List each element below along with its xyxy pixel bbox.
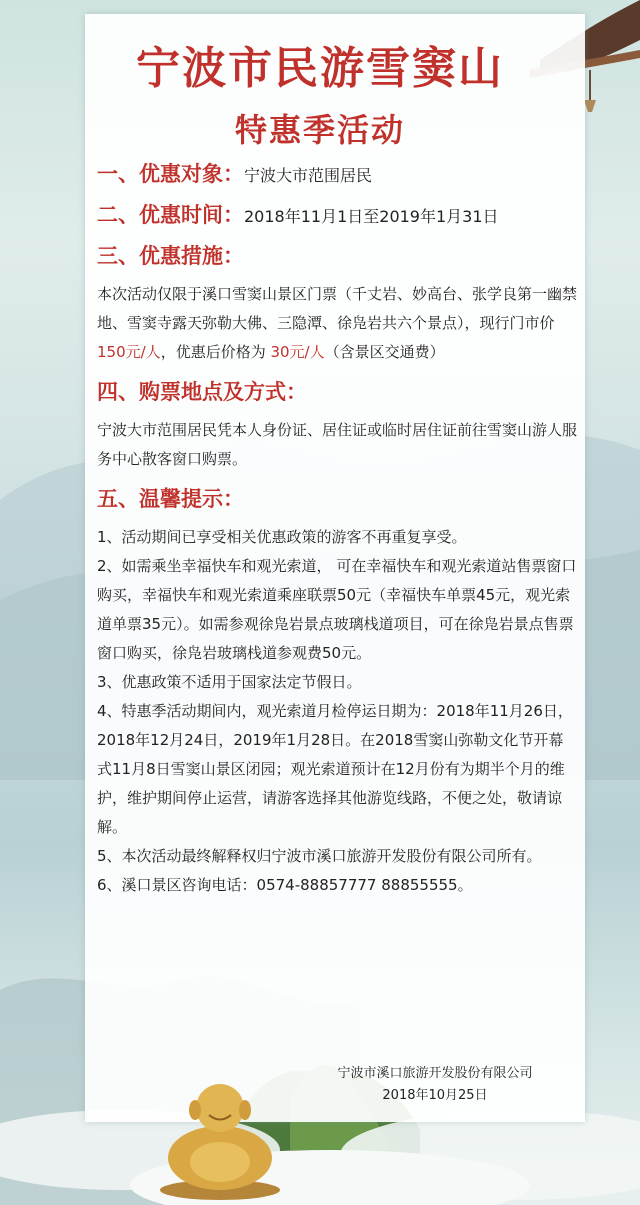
- footer-company: 宁波市溪口旅游开发股份有限公司: [337, 1066, 533, 1081]
- page-subtitle: 特惠季活动: [234, 111, 405, 149]
- tip-item: 6、溪口景区咨询电话：0574-88857777 88855555。: [97, 876, 473, 894]
- section-time-value: 2018年11月1日至2019年1月31日: [244, 207, 499, 226]
- section-measures-text: [97, 280, 577, 367]
- section-purchase-heading: 四、购票地点及方式：: [97, 380, 307, 404]
- tip-item: 1、活动期间已享受相关优惠政策的游客不再重复享受。: [97, 528, 467, 546]
- price-old: 150元/人: [97, 343, 161, 361]
- measures-text-b: ，优惠后价格为: [160, 343, 271, 361]
- section-measures-heading: 三、优惠措施：: [97, 244, 244, 268]
- tip-item: 5、本次活动最终解释权归宁波市溪口旅游开发股份有限公司所有。: [97, 847, 542, 865]
- section-target-value: 宁波大市范围居民: [244, 166, 373, 185]
- content-body: [97, 160, 577, 900]
- section-time: [97, 201, 577, 231]
- price-new: 30元/人: [270, 343, 325, 361]
- measures-text-c: （含景区交通费）: [324, 343, 445, 361]
- measures-text-a: 本次活动仅限于溪口雪窦山景区门票（千丈岩、妙高台、张学良第一幽禁地、雪窦寺露天弥勒大佛、三隐潭、徐凫岩共六个景点），现行门市价: [97, 285, 578, 332]
- tip-item: 2、如需乘坐幸福快车和观光索道， 可在幸福快车和观光索道站售票窗口购买，幸福快车和观光索道乘座联票50元（幸福快车单票45元，观光索道单票35元）。如需参观徐凫岩景点玻璃栈道项目，可在徐凫岩景点售票窗口购买，徐凫岩玻璃栈道参观费50元。: [97, 557, 577, 662]
- tip-item: 4、特惠季活动期间内，观光索道月检停运日期为：2018年11月26日，2018年12月24日，2019年1月28日。在2018雪窦山弥勒文化节开幕式11月8日雪窦山景区闭园；观光索道预计在12月份有为期半个月的维护，维护期间停止运营，请游客选择其他游览线路，不便之处，敬请谅解。: [97, 702, 573, 836]
- section-target-label: 一、优惠对象：: [97, 162, 244, 186]
- section-target: [97, 160, 577, 190]
- section-purchase-text: 宁波大市范围居民凭本人身份证、居住证或临时居住证前往雪窦山游人服务中心散客窗口购票。: [97, 421, 578, 468]
- section-time-label: 二、优惠时间：: [97, 203, 244, 227]
- section-tips-heading: 五、温馨提示：: [97, 487, 244, 511]
- tip-item: 3、优惠政策不适用于国家法定节假日。: [97, 673, 362, 691]
- page-title: 宁波市民游雪窦山: [136, 43, 504, 94]
- footer-date: 2018年10月25日: [382, 1088, 488, 1103]
- buddha-statue-icon: [155, 1070, 285, 1200]
